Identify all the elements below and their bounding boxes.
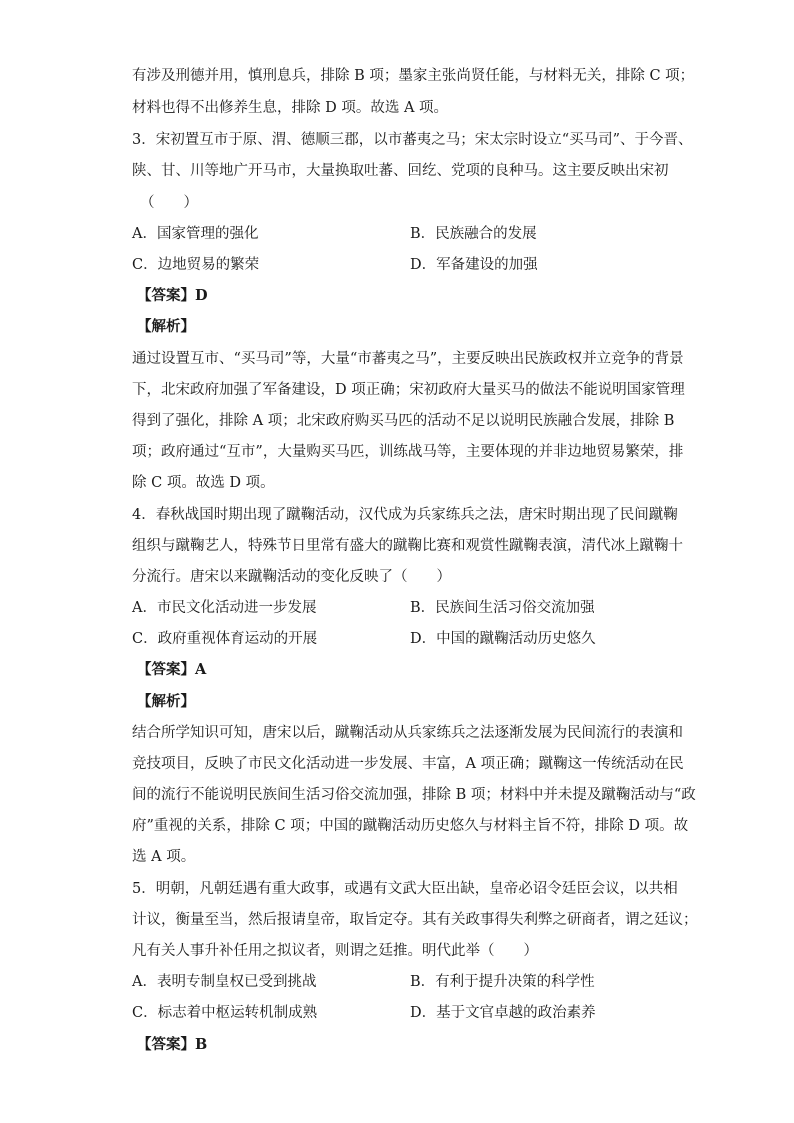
q3-analysis-line-2: 下，北宋政府加强了军备建设，D 项正确；宋初政府大量买马的做法不能说明国家管理	[132, 382, 685, 398]
q5-stem-line-1: 5．明朝，凡朝廷遇有重大政事，或遇有文武大臣出缺，皇帝必诏令廷臣会议，以共相	[132, 881, 678, 897]
q3-option-d: D．军备建设的加强	[410, 257, 538, 273]
q4-analysis-tag: 【解析】	[137, 693, 195, 710]
q4-option-b: B．民族间生活习俗交流加强	[410, 600, 595, 616]
q4-answer: 【答案】A	[137, 661, 207, 678]
q5-answer: 【答案】B	[137, 1036, 208, 1053]
q5-stem-line-2: 计议，衡量至当，然后报请皇帝，取旨定夺。其有关政事得失利弊之研商者，谓之廷议；	[132, 912, 698, 928]
q4-analysis-line-1: 结合所学知识可知，唐宋以后，蹴鞠活动从兵家练兵之法逐渐发展为民间流行的表演和	[132, 725, 683, 741]
q4-stem-line-3: 分流行。唐宋以来蹴鞠活动的变化反映了（ ）	[132, 569, 451, 585]
prev-analysis-line-2: 材料也得不出修养生息，排除 D 项。故选 A 项。	[132, 100, 449, 116]
q3-stem-line-3: （ ）	[140, 195, 198, 211]
q3-analysis-line-4: 项；政府通过“互市”，大量购买马匹，训练战马等，主要体现的并非边地贸易繁荣，排	[132, 444, 684, 460]
q4-option-a: A．市民文化活动进一步发展	[132, 600, 317, 616]
q3-stem-line-1: 3．宋初置互市于原、渭、德顺三郡，以市蕃夷之马；宋太宗时设立“买马司”、于今晋、	[132, 132, 693, 148]
q5-option-d: D．基于文官卓越的政治素养	[410, 1005, 596, 1021]
q4-option-d: D．中国的蹴鞠活动历史悠久	[410, 631, 596, 647]
q5-option-b: B．有利于提升决策的科学性	[410, 974, 595, 990]
q4-analysis-line-2: 竞技项目，反映了市民文化活动进一步发展、丰富，A 项正确；蹴鞠这一传统活动在民	[132, 756, 684, 772]
q3-analysis-tag: 【解析】	[137, 318, 195, 335]
q4-analysis-line-4: 府”重视的关系，排除 C 项；中国的蹴鞠活动历史悠久与材料主旨不符，排除 D 项。故	[132, 818, 689, 834]
q3-analysis-line-1: 通过设置互市、“买马司”等，大量“市蕃夷之马”，主要反映出民族政权并立竞争的背景	[132, 351, 684, 367]
q3-option-b: B．民族融合的发展	[410, 226, 537, 242]
q3-option-c: C．边地贸易的繁荣	[132, 257, 260, 273]
prev-analysis-line-1: 有涉及刑德并用，慎刑息兵，排除 B 项；墨家主张尚贤任能，与材料无关，排除 C 项；	[132, 68, 695, 84]
q4-analysis-line-5: 选 A 项。	[132, 849, 196, 865]
q4-stem-line-2: 组织与蹴鞠艺人，特殊节日里常有盛大的蹴鞠比赛和观赏性蹴鞠表演，清代冰上蹴鞠十	[132, 538, 683, 554]
q3-analysis-line-3: 得到了强化，排除 A 项；北宋政府购买马匹的活动不足以说明民族融合发展，排除 B	[132, 413, 675, 429]
q3-option-a: A．国家管理的强化	[132, 226, 259, 242]
q5-option-a: A．表明专制皇权已受到挑战	[132, 974, 317, 990]
q4-stem-line-1: 4．春秋战国时期出现了蹴鞠活动，汉代成为兵家练兵之法，唐宋时期出现了民间蹴鞠	[132, 507, 678, 523]
q5-option-c: C．标志着中枢运转机制成熟	[132, 1005, 318, 1021]
q4-analysis-line-3: 间的流行不能说明民族间生活习俗交流加强，排除 B 项；材料中并未提及蹴鞠活动与“政	[132, 787, 696, 803]
q3-stem-line-2: 陕、甘、川等地广开马市，大量换取吐蕃、回纥、党项的良种马。这主要反映出宋初	[132, 163, 669, 179]
q3-answer: 【答案】D	[137, 287, 208, 304]
q3-analysis-line-5: 除 C 项。故选 D 项。	[132, 475, 275, 491]
q4-option-c: C．政府重视体育运动的开展	[132, 631, 318, 647]
q5-stem-line-3: 凡有关人事升补任用之拟议者，则谓之廷推。明代此举（ ）	[132, 943, 538, 959]
